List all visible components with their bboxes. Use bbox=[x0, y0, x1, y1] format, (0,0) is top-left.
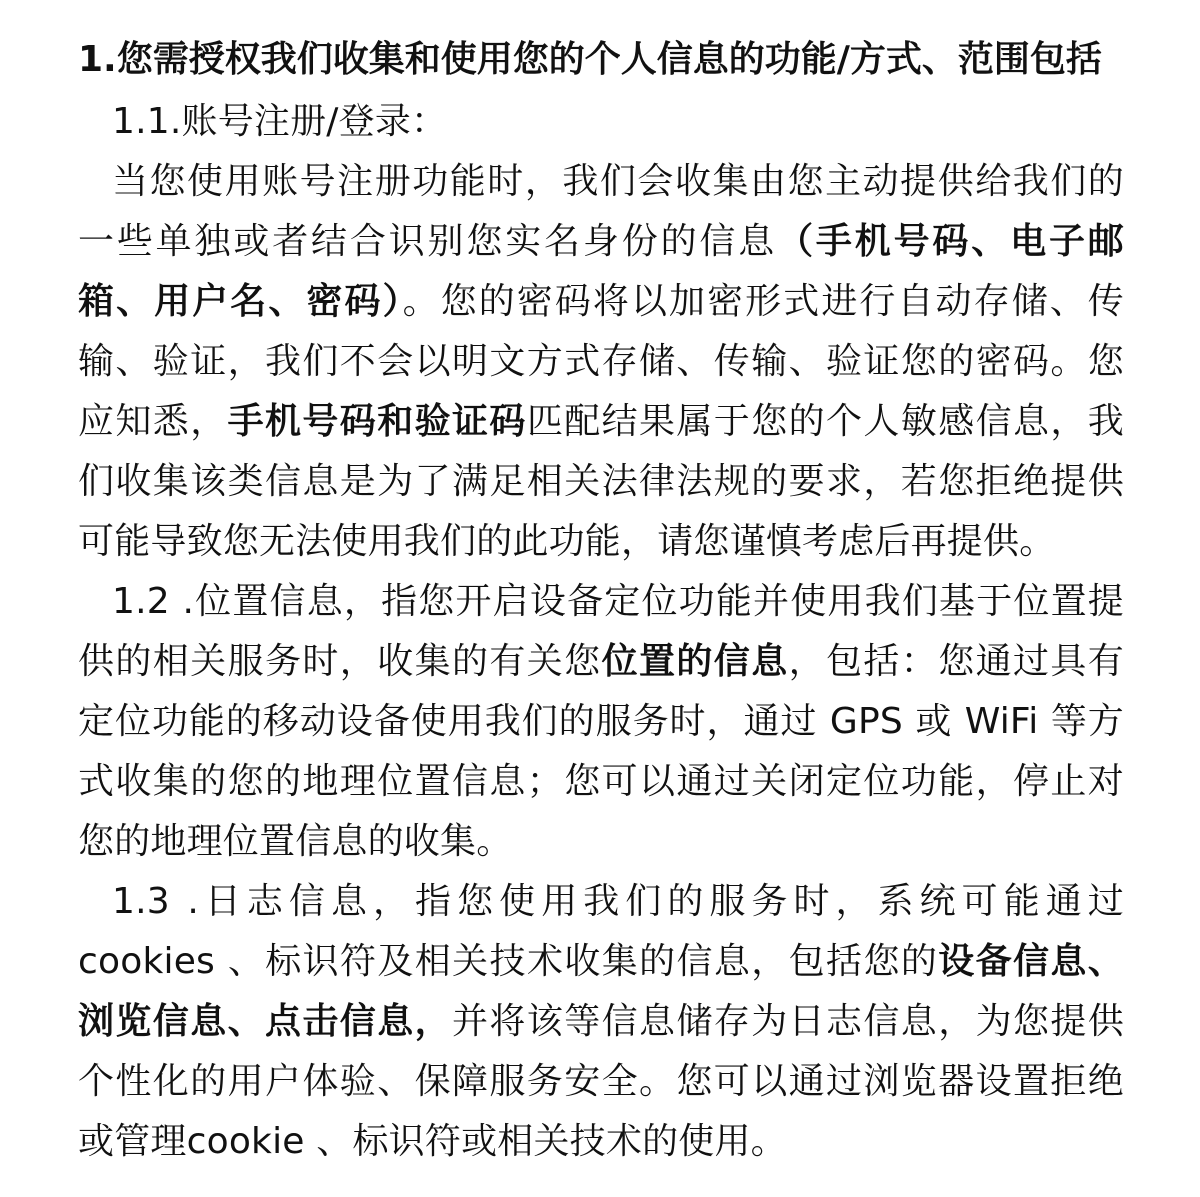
paragraph-account-registration bbox=[78, 152, 1124, 572]
paragraph-text: 。您的密码将以加密形式进行自动存储、传输、验证，我们不会以明文方式存储、传输、验证您的密码。您应知悉， bbox=[78, 281, 1124, 442]
bold-text: （手机号码、电子邮箱、用户名、密码） bbox=[78, 221, 1124, 322]
bold-text: 设备信息、浏览信息、点击信息， bbox=[78, 941, 1124, 1042]
paragraph-text: 当您使用账号注册功能时，我们会收集由您主动提供给我们的一些单独或者结合识别您实名身份的信息 bbox=[78, 161, 1124, 262]
paragraph-text: 1.3 .日志信息，指您使用我们的服务时，系统可能通过 cookies 、标识符及相关技术收集的信息，包括您的 bbox=[78, 881, 1124, 982]
section-heading: 1.您需授权我们收集和使用您的个人信息的功能/方式、范围包括 bbox=[78, 39, 1102, 80]
section-1-1-title: 1.1.账号注册/登录： bbox=[112, 101, 448, 142]
bold-text: 位置的信息 bbox=[601, 641, 789, 682]
paragraph-text: 1.2 .位置信息，指您开启设备定位功能并使用我们基于位置提供的相关服务时，收集的有关您 bbox=[78, 581, 1124, 682]
paragraph-location-info bbox=[78, 572, 1124, 872]
paragraph-text: ，包括：您通过具有定位功能的移动设备使用我们的服务时，通过 GPS 或 WiFi 等方式收集的您的地理位置信息；您可以通过关闭定位功能，停止对您的地理位置信息的收集。 bbox=[78, 641, 1124, 862]
paragraph-log-info bbox=[78, 872, 1124, 1172]
bold-text: 手机号码和验证码 bbox=[227, 401, 527, 442]
document-body bbox=[78, 34, 1124, 1172]
paragraph-text: 并将该等信息储存为日志信息，为您提供个性化的用户体验、保障服务安全。您可以通过浏览器设置拒绝或管理cookie 、标识符或相关技术的使用。 bbox=[78, 1001, 1124, 1162]
paragraph-text: 匹配结果属于您的个人敏感信息，我们收集该类信息是为了满足相关法律法规的要求，若您拒绝提供可能导致您无法使用我们的此功能，请您谨慎考虑后再提供。 bbox=[78, 401, 1124, 562]
